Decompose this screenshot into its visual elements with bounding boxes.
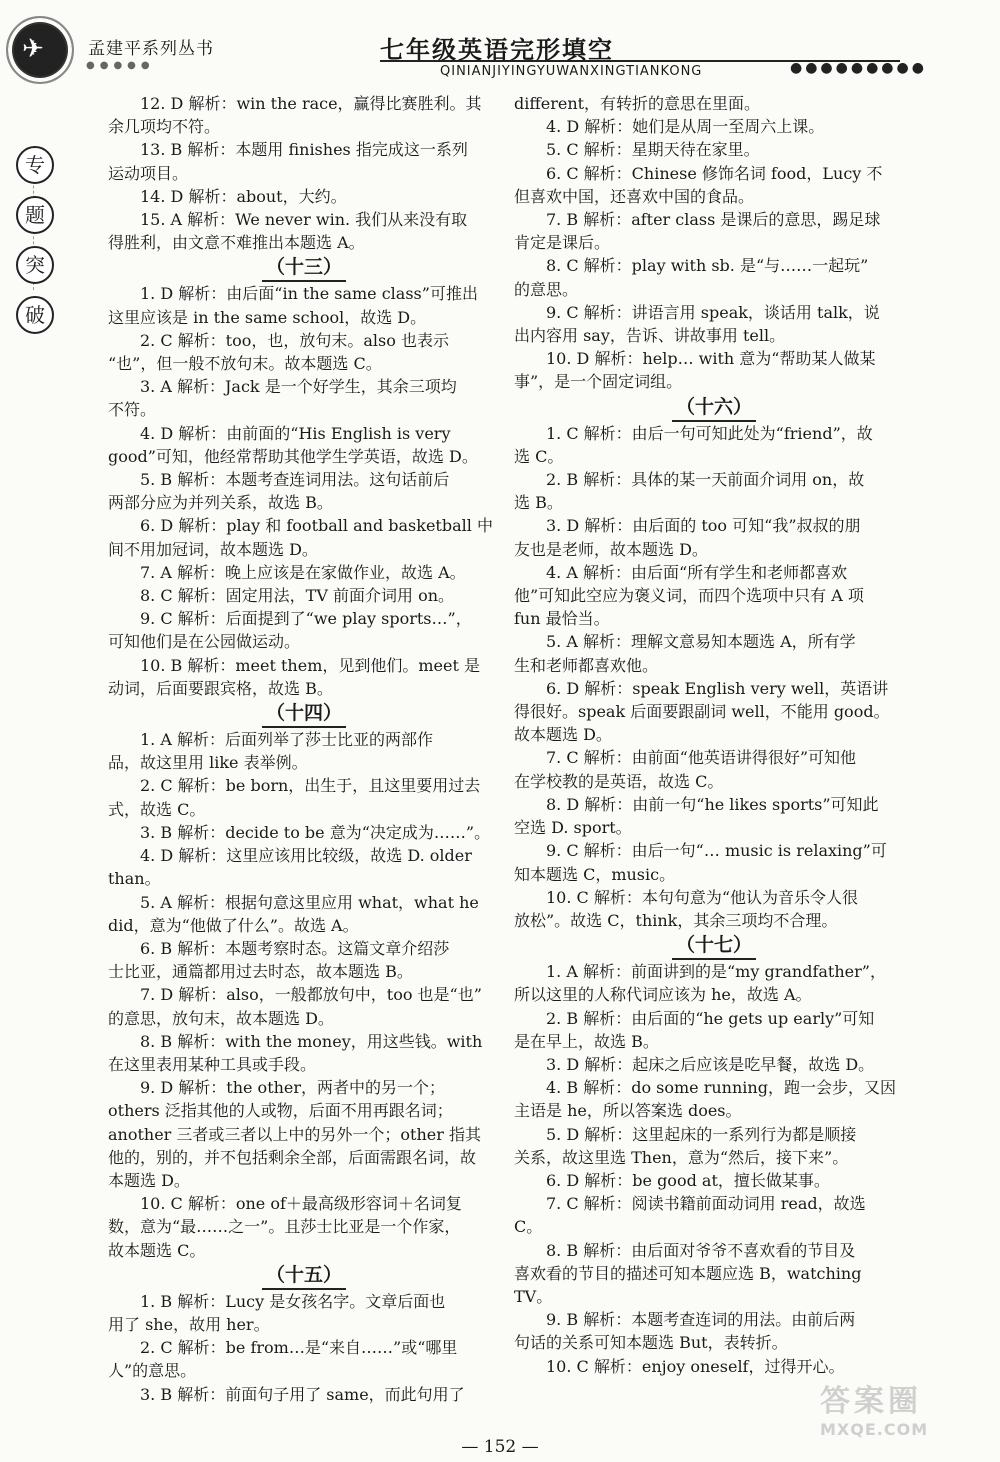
- answer-line-continued: 肯定是课后。: [514, 233, 611, 253]
- series-name: 孟建平系列丛书: [88, 39, 214, 59]
- answer-line-continued: 数，意为“最……之一”。且莎士比亚是一个作家，: [108, 1217, 461, 1237]
- answer-line-continued: 所以这里的人称代词应该为 he，故选 A。: [514, 985, 812, 1005]
- watermark-url: MXQE.COM: [820, 1420, 929, 1439]
- answer-item: 1. D 解析：由后面“in the same class”可推出: [140, 284, 478, 304]
- answer-line-continued: 但喜欢中国，还喜欢中国的食品。: [514, 186, 755, 206]
- answer-line-continued: 喜欢看的节目的描述可知本题应选 B，watching: [514, 1263, 862, 1283]
- answer-item: 15. A 解析：We never win. 我们从来没有取: [140, 210, 468, 230]
- answer-line-continued: 放松”。故选 C，think，其余三项均不合理。: [514, 910, 838, 930]
- answer-item: 10. D 解析：help… with 意为“帮助某人做某: [546, 349, 876, 369]
- answer-line-continued: 不符。: [108, 400, 157, 420]
- answer-item: 7. B 解析：after class 是课后的意思，踢足球: [546, 210, 881, 230]
- answer-line-continued: 故本题选 C。: [108, 1240, 206, 1260]
- answer-item: 9. C 解析：由后一句“… music is relaxing”可: [546, 841, 887, 861]
- answer-item: 8. C 解析：固定用法，TV 前面介词用 on。: [140, 586, 455, 606]
- section-heading-text: （十五）: [262, 1262, 346, 1290]
- answer-item: 3. D 解析：由后面的 too 可知“我”叔叔的朋: [546, 516, 861, 536]
- answer-line-continued: 他的，别的，并不包括剩余全部，后面需跟名词，故: [108, 1147, 477, 1167]
- answer-item: 5. A 解析：根据句意这里应用 what，what he: [140, 892, 479, 912]
- answer-item: 4. D 解析：这里应该用比较级，故选 D. older: [140, 846, 472, 866]
- answer-item: 9. C 解析：后面提到了“we play sports…”，: [140, 609, 472, 629]
- answer-item: 9. C 解析：讲语言用 speak，谈话用 talk，说: [546, 302, 880, 322]
- answer-line-continued: than。: [108, 869, 161, 889]
- answer-line-continued: 动词，后面要跟宾格，故选 B。: [108, 678, 333, 698]
- answer-item: 10. C 解析：one of＋最高级形容词＋名词复: [140, 1194, 462, 1214]
- answer-item: 3. B 解析：decide to be 意为“决定成为……”。: [140, 822, 491, 842]
- answer-line-continued: did，意为“他做了什么”。故选 A。: [108, 915, 359, 935]
- answer-line-continued: 空选 D. sport。: [514, 818, 632, 838]
- answer-line-continued: 选 B。: [514, 493, 563, 513]
- answer-line-continued: C。: [514, 1217, 543, 1237]
- answer-line-continued: 关系，故这里选 Then，意为“然后，接下来”。: [514, 1147, 849, 1167]
- answer-item: 10. C 解析：本句句意为“他认为音乐令人很: [546, 887, 859, 907]
- left-column: [108, 92, 500, 1406]
- answer-item: 7. A 解析：晚上应该是在家做作业，故选 A。: [140, 562, 466, 582]
- section-heading: [108, 700, 500, 728]
- answer-item: 9. D 解析：the other，两者中的另一个；: [140, 1078, 446, 1098]
- answer-line-continued: 式，故选 C。: [108, 799, 206, 819]
- answer-line-continued: 知本题选 C，music。: [514, 864, 676, 884]
- side-tab-zhuan: 专: [16, 146, 54, 184]
- answer-item: 6. C 解析：Chinese 修饰名词 food，Lucy 不: [546, 163, 883, 183]
- answer-item: 10. B 解析：meet them，见到他们。meet 是: [140, 655, 481, 675]
- answer-item: 12. D 解析：win the race，赢得比赛胜利。其: [140, 94, 482, 113]
- answer-line-continued: TV。: [514, 1286, 553, 1306]
- side-tab-po: 破: [16, 296, 54, 334]
- answer-line-continued: 在这里表用某种工具或手段。: [108, 1054, 317, 1074]
- answer-item: 8. B 解析：由后面对爷爷不喜欢看的节目及: [546, 1240, 856, 1260]
- side-tab-ti: 题: [16, 196, 54, 234]
- answer-item: 1. A 解析：后面列举了莎士比亚的两部作: [140, 730, 433, 750]
- section-heading: [108, 1262, 500, 1290]
- answer-line-continued: 主语是 he，所以答案选 does。: [514, 1101, 742, 1121]
- answer-item: 1. B 解析：Lucy 是女孩名字。文章后面也: [140, 1291, 446, 1311]
- answer-item: 7. C 解析：阅读书籍前面动词用 read，故选: [546, 1194, 866, 1214]
- answer-line-continued: 余几项均不符。: [108, 117, 221, 137]
- answer-item: 2. B 解析：由后面的“he gets up early”可知: [546, 1008, 875, 1028]
- answer-line-continued: 运动项目。: [108, 163, 189, 183]
- answer-line-continued: 得胜利，由文意不难推出本题选 A。: [108, 233, 365, 253]
- decorative-dots-right: ●●●●●●●●●: [790, 60, 927, 76]
- bird-icon: ✈: [22, 34, 44, 64]
- answer-line-continued: 故本题选 D。: [514, 725, 612, 745]
- answer-line-continued: 选 C。: [514, 446, 564, 466]
- answer-item: 8. B 解析：with the money，用这些钱。with: [140, 1031, 483, 1051]
- answer-item: 1. C 解析：由后一句可知此处为“friend”，故: [546, 423, 873, 443]
- page-title: 七年级英语完形填空: [380, 36, 614, 64]
- answer-item: 8. D 解析：由前一句“he likes sports”可知此: [546, 794, 879, 814]
- answer-item: 9. B 解析：本题考查连词的用法。由前后两: [546, 1310, 856, 1330]
- section-heading: [514, 394, 914, 422]
- answer-item: 2. C 解析：be born，出生于，且这里要用过去: [140, 776, 481, 796]
- answer-item: 5. A 解析：理解文意易知本题选 A，所有学: [546, 632, 856, 652]
- answer-item: 6. D 解析：play 和 football and basketball 中: [140, 516, 493, 536]
- answer-line-continued: 间不用加冠词，故本题选 D。: [108, 539, 318, 559]
- answer-line-continued: 他”可知此空应为褒义词，而四个选项中只有 A 项: [514, 586, 864, 606]
- answer-item: 2. C 解析：too，也，放句末。also 也表示: [140, 330, 449, 350]
- section-heading-text: （十四）: [262, 700, 346, 728]
- watermark-logo: [820, 1376, 996, 1456]
- section-heading: [514, 932, 914, 960]
- publisher-logo: [6, 16, 74, 84]
- page-header: [0, 0, 1000, 90]
- section-heading: [108, 254, 500, 282]
- answer-item: 2. B 解析：具体的某一天前面介词用 on，故: [546, 470, 865, 490]
- answer-line-continued: different，有转折的意思在里面。: [514, 94, 761, 113]
- answer-line-continued: 本题选 D。: [108, 1170, 190, 1190]
- answer-line-continued: 句话的关系可知本题选 But，表转折。: [514, 1333, 788, 1353]
- answer-line-continued: 两部分应为并列关系，故选 B。: [108, 493, 333, 513]
- decorative-dots-left: ●●●●●: [86, 60, 155, 71]
- answer-item: 3. B 解析：前面句子用了 same，而此句用了: [140, 1384, 465, 1404]
- answer-item: 2. C 解析：be from…是“来自……”或“哪里: [140, 1338, 458, 1358]
- answer-item: 5. D 解析：这里起床的一系列行为都是顺接: [546, 1124, 857, 1144]
- answer-line-continued: others 泛指其他的人或物，后面不用再跟名词；: [108, 1101, 453, 1121]
- answer-item: 4. D 解析：由前面的“His English is very: [140, 423, 451, 443]
- answer-item: 13. B 解析：本题用 finishes 指完成这一系列: [140, 140, 468, 160]
- answer-line-continued: 得很好。speak 后面要跟副词 well，不能用 good。: [514, 702, 890, 722]
- answer-item: 8. C 解析：play with sb. 是“与……一起玩”: [546, 256, 869, 276]
- answer-item: 10. C 解析：enjoy oneself，过得开心。: [546, 1356, 845, 1376]
- answer-line-continued: 人”的意思。: [108, 1361, 197, 1381]
- answer-line-continued: 士比亚，通篇都用过去时态，故本题选 B。: [108, 962, 413, 982]
- answer-line-continued: 在学校教的是英语，故选 C。: [514, 771, 724, 791]
- answer-item: 4. B 解析：do some running，跑一会步，又因: [546, 1078, 896, 1098]
- answer-line-continued: fun 最恰当。: [514, 609, 610, 629]
- answer-item: 7. C 解析：由前面“他英语讲得很好”可知他: [546, 748, 857, 768]
- answer-item: 3. D 解析：起床之后应该是吃早餐，故选 D。: [546, 1054, 875, 1074]
- answer-line-continued: 生和老师都喜欢他。: [514, 655, 659, 675]
- answer-line-continued: good”可知，他经常帮助其他学生学英语，故选 D。: [108, 446, 478, 466]
- answer-item: 14. D 解析：about，大约。: [140, 186, 347, 206]
- answer-item: 4. A 解析：由后面“所有学生和老师都喜欢: [546, 562, 848, 582]
- answer-item: 5. B 解析：本题考查连词用法。这句话前后: [140, 470, 450, 490]
- section-heading-text: （十六）: [672, 394, 756, 422]
- answer-item: 6. D 解析：be good at，擅长做某事。: [546, 1170, 830, 1190]
- answer-line-continued: “也”，但一般不放句末。故本题选 C。: [108, 354, 382, 374]
- answer-line-continued: 的意思，放句末，故本题选 D。: [108, 1008, 334, 1028]
- answer-item: 3. A 解析：Jack 是一个好学生，其余三项均: [140, 377, 457, 397]
- answer-line-continued: 是在早上，故选 B。: [514, 1031, 659, 1051]
- title-pinyin: QINIANJIYINGYUWANXINGTIANKONG: [440, 64, 703, 79]
- answer-line-continued: 可知他们是在公园做运动。: [108, 632, 301, 652]
- answer-line-continued: 这里应该是 in the same school，故选 D。: [108, 307, 427, 327]
- section-heading-text: （十三）: [262, 254, 346, 282]
- answer-item: 7. D 解析：also，一般都放句中，too 也是“也”: [140, 985, 482, 1005]
- answer-line-continued: 的意思。: [514, 279, 579, 299]
- page-number: — 152 —: [461, 1437, 539, 1457]
- answer-line-continued: 出内容用 say，告诉、讲故事用 tell。: [514, 326, 786, 346]
- answer-line-continued: 友也是老师，故本题选 D。: [514, 539, 708, 559]
- answer-item: 5. C 解析：星期天待在家里。: [546, 140, 760, 160]
- watermark-text: 答案圈: [820, 1384, 922, 1419]
- answer-item: 4. D 解析：她们是从周一至周六上课。: [546, 117, 825, 137]
- side-tab-tu: 突: [16, 246, 54, 284]
- answer-line-continued: 用了 she，故用 her。: [108, 1314, 270, 1334]
- section-heading-text: （十七）: [672, 932, 756, 960]
- answer-item: 1. A 解析：前面讲到的是“my grandfather”，: [546, 962, 886, 982]
- answer-item: 6. D 解析：speak English very well，英语讲: [546, 678, 889, 698]
- answer-item: 6. B 解析：本题考察时态。这篇文章介绍莎: [140, 938, 450, 958]
- answer-line-continued: 品，故这里用 like 表举例。: [108, 753, 308, 773]
- answer-line-continued: 事”，是一个固定词组。: [514, 372, 683, 392]
- right-column: [514, 92, 914, 1378]
- answer-line-continued: another 三者或三者以上中的另外一个；other 指其: [108, 1124, 481, 1144]
